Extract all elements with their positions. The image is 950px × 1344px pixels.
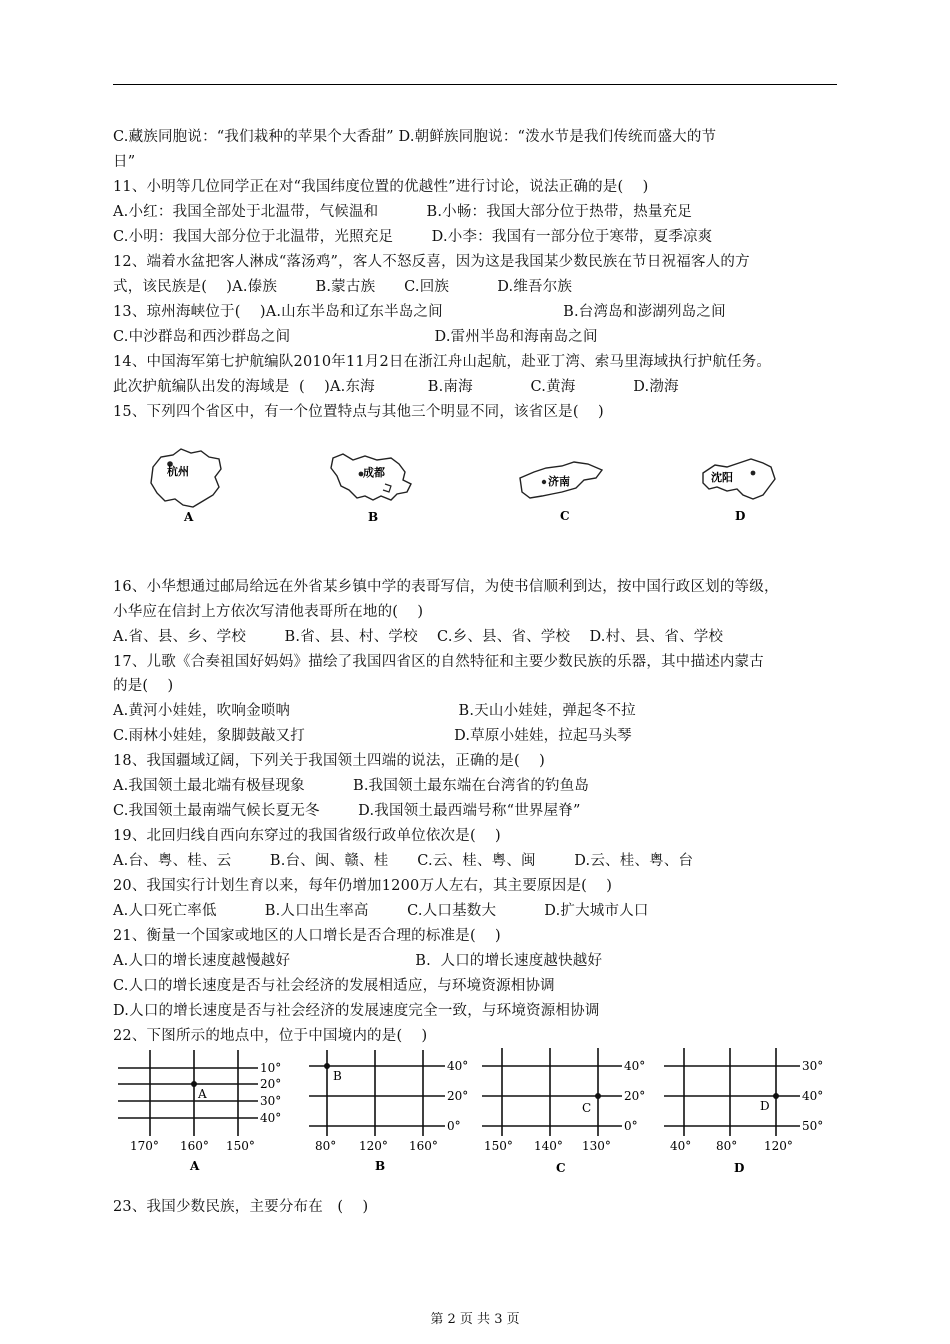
- question-17: 17、儿歌《合奏祖国好妈妈》描绘了我国四省区的自然特征和主要少数民族的乐器，其中描述内蒙古: [113, 654, 764, 670]
- grid-letter: D: [734, 1161, 745, 1175]
- text-line: 日”: [113, 154, 136, 170]
- question-11: 11、小明等几位同学正在对“我国纬度位置的优越性”进行讨论，说法正确的是( ): [113, 179, 649, 195]
- lon-label: 150°: [484, 1139, 513, 1153]
- grid-diagram-b: [305, 1048, 485, 1176]
- lat-label: 20°: [624, 1089, 646, 1103]
- text-line: C.雨林小娃娃，象脚鼓敲又打 D.草原小娃娃，拉起马头琴: [113, 728, 632, 744]
- province-map-c: [512, 458, 612, 526]
- lon-label: 140°: [534, 1139, 563, 1153]
- text-line: A.小红：我国全部处于北温带，气候温和 B.小畅：我国大部分位于热带，热量充足: [113, 204, 693, 220]
- grid-diagram-a: [110, 1048, 300, 1176]
- text-line: C.人口的增长速度是否与社会经济的发展相适应，与环境资源相协调: [113, 978, 555, 994]
- lat-label: 30°: [260, 1094, 282, 1108]
- question-19: 19、北回归线自西向东穿过的我国省级行政单位依次是( ): [113, 828, 501, 844]
- question-20: 20、我国实行计划生育以来，每年仍增加1200万人左右，其主要原因是( ): [113, 878, 613, 894]
- point-label: C: [582, 1101, 592, 1115]
- text-line: 小华应在信封上方依次写清他表哥所在地的( ): [113, 604, 424, 620]
- text-line: A.黄河小娃娃，吹响金唢呐 B.天山小娃娃，弹起冬不拉: [113, 703, 636, 719]
- text-line: D.人口的增长速度是否与社会经济的发展速度完全一致，与环境资源相协调: [113, 1003, 600, 1019]
- grid-letter: C: [556, 1161, 566, 1175]
- grid-diagram-c: [478, 1046, 668, 1180]
- lon-label: 120°: [359, 1139, 388, 1153]
- text-line: 的是( ): [113, 678, 174, 694]
- lat-label: 10°: [260, 1061, 282, 1075]
- lat-label: 40°: [260, 1111, 282, 1125]
- lat-label: 40°: [802, 1089, 824, 1103]
- map-letter: B: [368, 510, 379, 524]
- map-letter: A: [184, 510, 194, 524]
- lat-label: 30°: [802, 1059, 824, 1073]
- lon-label: 160°: [409, 1139, 438, 1153]
- question-15: 15、下列四个省区中，有一个位置特点与其他三个明显不同，该省区是( ): [113, 404, 604, 420]
- grid-letter: A: [190, 1159, 200, 1173]
- map-letter: D: [735, 509, 746, 523]
- lat-label: 40°: [624, 1059, 646, 1073]
- lon-label: 40°: [670, 1139, 692, 1153]
- page-footer: 第 2 页 共 3 页: [430, 1312, 520, 1327]
- lon-label: 80°: [315, 1139, 337, 1153]
- city-label: 成都: [363, 466, 385, 479]
- question-16: 16、小华想通过邮局给远在外省某乡镇中学的表哥写信，为使书信顺利到达，按中国行政区划的等级，: [113, 579, 779, 595]
- text-line: A.省、县、乡、学校 B.省、县、村、学校 C.乡、县、省、学校 D.村、县、省、学校: [113, 629, 724, 645]
- province-map-a: [143, 447, 238, 525]
- point-label: A: [198, 1087, 207, 1101]
- header-rule: [113, 84, 837, 85]
- question-14: 14、中国海军第七护航编队2010年11月2日在浙江舟山起航，赴亚丁湾、索马里海域执行护航任务。: [113, 354, 772, 370]
- lon-label: 150°: [226, 1139, 255, 1153]
- text-line: C.我国领土最南端气候长夏无冬 D.我国领土最西端号称“世界屋脊”: [113, 803, 581, 819]
- lat-label: 50°: [802, 1119, 824, 1133]
- province-map-d: [697, 455, 792, 525]
- grid-diagram-d: [660, 1046, 850, 1180]
- lon-label: 120°: [764, 1139, 793, 1153]
- text-line: A.我国领土最北端有极昼现象 B.我国领土最东端在台湾省的钓鱼岛: [113, 778, 590, 794]
- lat-label: 0°: [624, 1119, 638, 1133]
- map-letter: C: [560, 509, 570, 523]
- lon-label: 170°: [130, 1139, 159, 1153]
- text-line: A.人口的增长速度越慢越好 B. 人口的增长速度越快越好: [113, 953, 603, 969]
- lon-label: 130°: [582, 1139, 611, 1153]
- lon-label: 80°: [716, 1139, 738, 1153]
- province-map-b: [327, 450, 427, 525]
- lat-label: 40°: [447, 1059, 469, 1073]
- question-23: 23、我国少数民族，主要分布在 ( ): [113, 1199, 369, 1215]
- text-line: C.小明：我国大部分位于北温带，光照充足 D.小李：我国有一部分位于寒带，夏季凉爽: [113, 229, 713, 245]
- lat-label: 20°: [447, 1089, 469, 1103]
- question-18: 18、我国疆域辽阔，下列关于我国领土四端的说法，正确的是( ): [113, 753, 545, 769]
- city-label: 沈阳: [711, 471, 733, 484]
- question-12: 12、端着水盆把客人淋成“落汤鸡”，客人不怒反喜，因为这是我国某少数民族在节日祝福客人的方: [113, 254, 750, 270]
- city-label: 杭州: [167, 465, 189, 478]
- point-label: B: [333, 1069, 342, 1083]
- lat-label: 20°: [260, 1077, 282, 1091]
- city-label: 济南: [548, 475, 570, 488]
- text-line: 此次护航编队出发的海域是 ( )A.东海 B.南海 C.黄海 D.渤海: [113, 379, 679, 395]
- text-line: 式，该民族是( )A.傣族 B.蒙古族 C.回族 D.维吾尔族: [113, 279, 573, 295]
- text-line: A.台、粤、桂、云 B.台、闽、赣、桂 C.云、桂、粤、闽 D.云、桂、粤、台: [113, 853, 694, 869]
- question-21: 21、衡量一个国家或地区的人口增长是否合理的标准是( ): [113, 928, 501, 944]
- text-line: C.中沙群岛和西沙群岛之间 D.雷州半岛和海南岛之间: [113, 329, 598, 345]
- text-line: C.藏族同胞说：“我们栽种的苹果个大香甜” D.朝鲜族同胞说：“泼水节是我们传统而盛大的节: [113, 129, 717, 145]
- text-line: A.人口死亡率低 B.人口出生率高 C.人口基数大 D.扩大城市人口: [113, 903, 649, 919]
- point-label: D: [760, 1099, 770, 1113]
- grid-letter: B: [375, 1159, 386, 1173]
- question-22: 22、下图所示的地点中，位于中国境内的是( ): [113, 1028, 428, 1044]
- lat-label: 0°: [447, 1119, 461, 1133]
- question-13: 13、琼州海峡位于( )A.山东半岛和辽东半岛之间 B.台湾岛和澎湖列岛之间: [113, 304, 726, 320]
- lon-label: 160°: [180, 1139, 209, 1153]
